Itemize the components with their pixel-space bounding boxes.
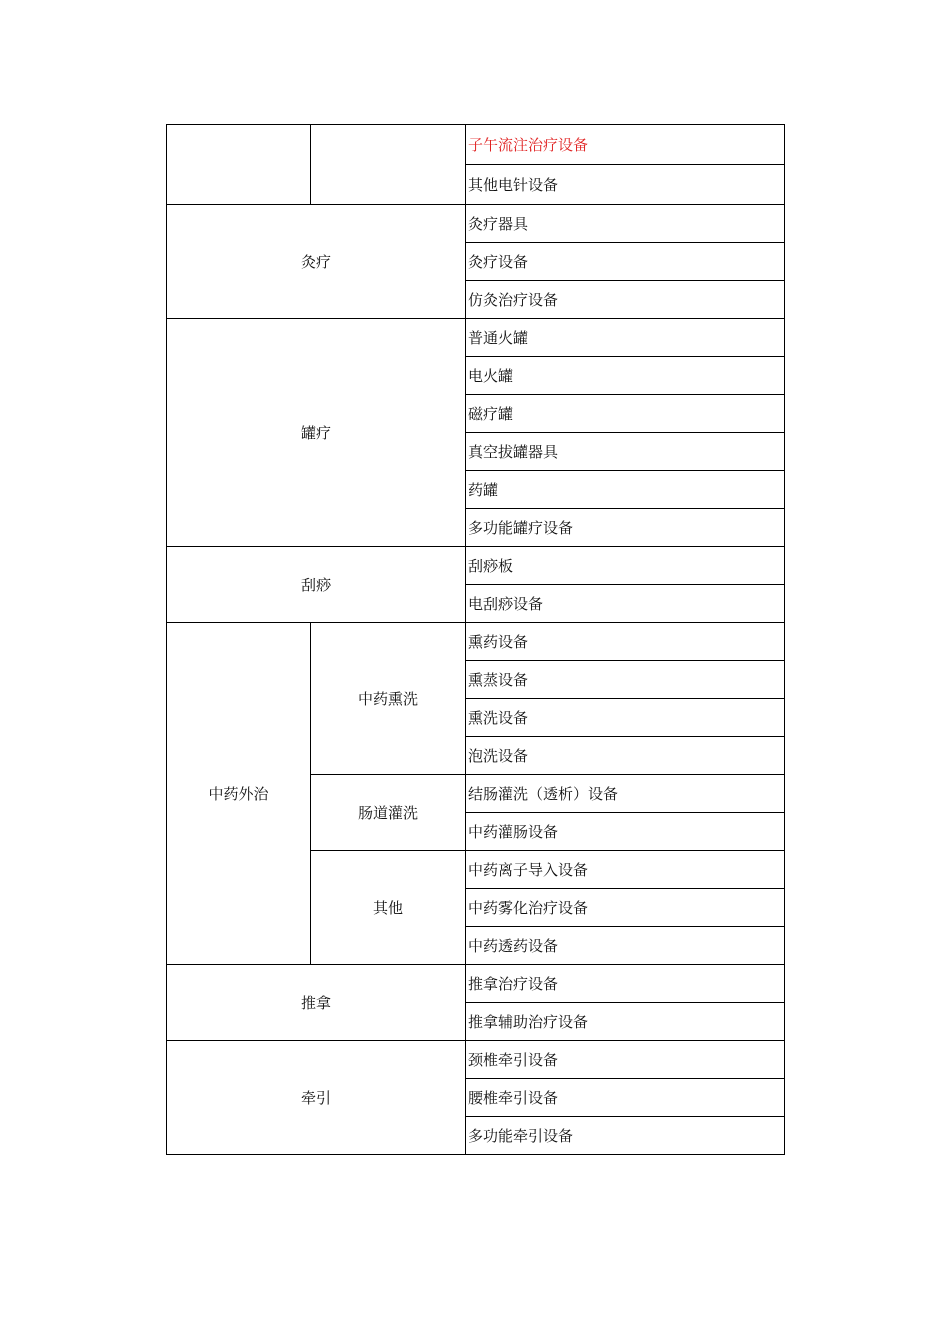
subcategory-cell: 中药熏洗 bbox=[311, 623, 466, 775]
item-cell: 灸疗器具 bbox=[466, 205, 785, 243]
table-row bbox=[167, 125, 785, 165]
item-cell: 电火罐 bbox=[466, 357, 785, 395]
item-cell: 熏洗设备 bbox=[466, 699, 785, 737]
subcategory-cell: 肠道灌洗 bbox=[311, 775, 466, 851]
item-cell: 中药灌肠设备 bbox=[466, 813, 785, 851]
subcategory-cell: 其他 bbox=[311, 851, 466, 965]
category-cell: 推拿 bbox=[167, 965, 466, 1041]
item-cell: 中药透药设备 bbox=[466, 927, 785, 965]
item-cell: 真空拔罐器具 bbox=[466, 433, 785, 471]
table-row bbox=[167, 965, 785, 1003]
item-cell: 药罐 bbox=[466, 471, 785, 509]
table-row bbox=[167, 1041, 785, 1079]
category-cell: 牵引 bbox=[167, 1041, 466, 1155]
category-cell: 灸疗 bbox=[167, 205, 466, 319]
item-cell: 仿灸治疗设备 bbox=[466, 281, 785, 319]
table-row bbox=[167, 319, 785, 357]
item-cell: 泡洗设备 bbox=[466, 737, 785, 775]
device-category-table bbox=[166, 124, 785, 1155]
category-cell: 罐疗 bbox=[167, 319, 466, 547]
item-cell: 电刮痧设备 bbox=[466, 585, 785, 623]
item-cell: 多功能罐疗设备 bbox=[466, 509, 785, 547]
table-row bbox=[167, 547, 785, 585]
item-cell: 腰椎牵引设备 bbox=[466, 1079, 785, 1117]
item-cell: 推拿治疗设备 bbox=[466, 965, 785, 1003]
item-cell: 中药离子导入设备 bbox=[466, 851, 785, 889]
item-cell: 普通火罐 bbox=[466, 319, 785, 357]
item-cell: 熏蒸设备 bbox=[466, 661, 785, 699]
item-cell: 子午流注治疗设备 bbox=[466, 125, 785, 165]
category-cell: 刮痧 bbox=[167, 547, 466, 623]
item-cell: 刮痧板 bbox=[466, 547, 785, 585]
item-cell: 推拿辅助治疗设备 bbox=[466, 1003, 785, 1041]
table-row bbox=[167, 205, 785, 243]
subcategory-cell-empty bbox=[311, 125, 466, 205]
item-cell: 结肠灌洗（透析）设备 bbox=[466, 775, 785, 813]
item-cell: 多功能牵引设备 bbox=[466, 1117, 785, 1155]
item-cell: 其他电针设备 bbox=[466, 165, 785, 205]
category-cell-empty bbox=[167, 125, 311, 205]
item-cell: 中药雾化治疗设备 bbox=[466, 889, 785, 927]
table-row bbox=[167, 623, 785, 661]
item-cell: 熏药设备 bbox=[466, 623, 785, 661]
category-cell: 中药外治 bbox=[167, 623, 311, 965]
item-cell: 颈椎牵引设备 bbox=[466, 1041, 785, 1079]
item-cell: 灸疗设备 bbox=[466, 243, 785, 281]
item-cell: 磁疗罐 bbox=[466, 395, 785, 433]
